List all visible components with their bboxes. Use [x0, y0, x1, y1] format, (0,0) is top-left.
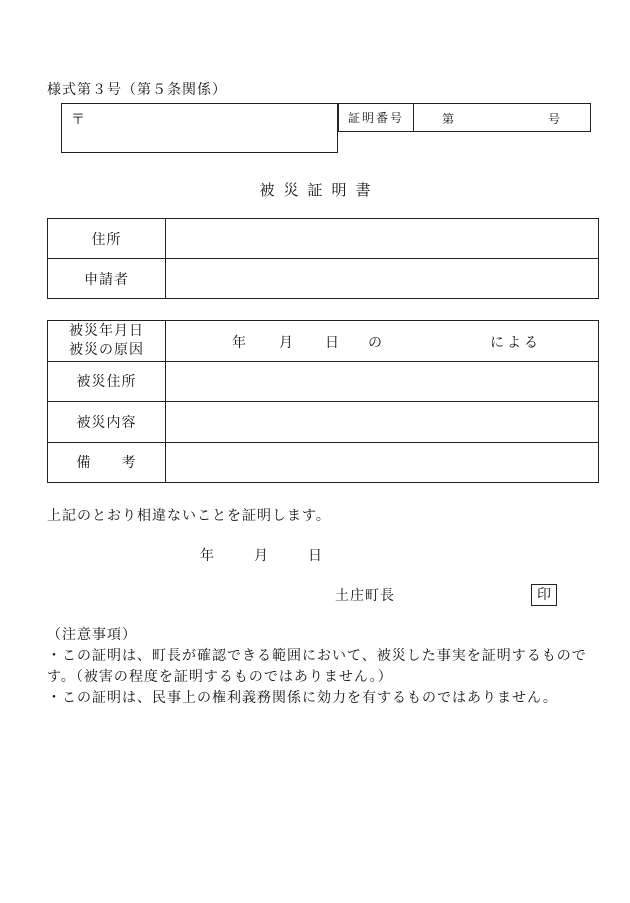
notes-line: す。（被害の程度を証明するものではありません。）: [47, 669, 393, 685]
remarks-value: [166, 442, 599, 483]
disaster-address-label: 被災住所: [48, 361, 166, 402]
certificate-number-label: 証明番号: [339, 104, 414, 131]
mayor-title: 土庄町長: [335, 588, 395, 604]
notes-section: [47, 625, 607, 709]
address-value: [166, 219, 599, 259]
applicant-table: [47, 218, 599, 299]
postal-mark: 〒: [71, 112, 85, 128]
page-title: 被災証明書: [259, 181, 380, 199]
table-row: [48, 219, 599, 259]
issue-year: 年: [200, 548, 214, 564]
certificate-number-prefix: 第: [442, 112, 455, 126]
disaster-date-cause-value: [166, 321, 599, 362]
issue-day: 日: [308, 548, 322, 564]
table-row: [48, 442, 599, 483]
applicant-value: [166, 259, 599, 299]
disaster-date-cause-label: [48, 321, 166, 362]
table-row: [48, 361, 599, 402]
postal-address-box: [61, 103, 338, 153]
disaster-date-label: 被災年月日: [69, 322, 144, 339]
address-label: 住所: [48, 219, 166, 259]
table-row: [48, 402, 599, 443]
applicant-label: 申請者: [48, 259, 166, 299]
disaster-address-value: [166, 361, 599, 402]
certificate-number-field: [414, 104, 590, 131]
disaster-content-label: 被災内容: [48, 402, 166, 443]
disaster-table: [47, 320, 599, 483]
disaster-no: の: [368, 335, 382, 351]
disaster-year: 年: [232, 335, 246, 351]
certificate-number-box: [338, 103, 591, 132]
certification-statement: 上記のとおり相違ないことを証明します。: [47, 508, 331, 524]
table-row: [48, 259, 599, 299]
remarks-label: 備 考: [48, 442, 166, 483]
disaster-content-value: [166, 402, 599, 443]
issue-month: 月: [254, 548, 268, 564]
notes-line: ・この証明は、民事上の権利義務関係に効力を有するものではありません。: [47, 690, 558, 706]
disaster-niyoru: による: [490, 335, 541, 351]
disaster-month: 月: [279, 335, 293, 351]
disaster-cause-label: 被災の原因: [69, 341, 144, 358]
form-number: 様式第３号（第５条関係）: [47, 82, 227, 98]
table-row: [48, 321, 599, 362]
disaster-day: 日: [325, 335, 339, 351]
notes-heading: （注意事項）: [47, 627, 137, 643]
notes-line: ・この証明は、町長が確認できる範囲において、被災した事実を証明するもので: [47, 648, 587, 664]
certificate-number-suffix: 号: [547, 112, 560, 126]
seal-box: 印: [531, 584, 557, 606]
